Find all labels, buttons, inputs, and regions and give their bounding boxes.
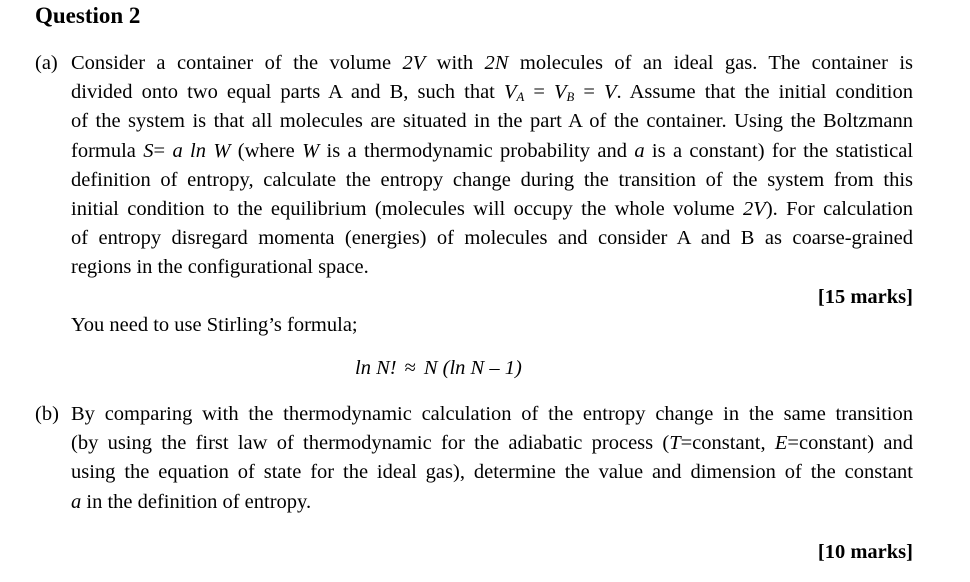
part-b-line-4: a in the definition of entropy. <box>71 490 312 513</box>
part-b-line-3: using the equation of state for the ideal gas), determine the value and dimension of the constant <box>71 461 913 484</box>
part-a-text <box>71 49 913 283</box>
stirling-formula <box>355 354 522 383</box>
part-b-line-2: (by using the first law of thermodynamic for the adiabatic process (T=constant, E=constant) and <box>71 432 913 455</box>
part-b-label: (b) <box>35 403 59 425</box>
part-a-line-6: initial condition to the equilibrium (molecules will occupy the whole volume 2V). For calculation <box>71 198 913 221</box>
part-a-line-5: definition of entropy, calculate the entropy change during the transition of the system from this <box>71 168 913 191</box>
part-a-line-2: divided onto two equal parts A and B, such that $V_A = V_B = V$. Assume that the initial condition <box>71 81 913 105</box>
stirling-hint: You need to use Stirling’s formula; <box>71 314 358 336</box>
part-a-line-3: of the system is that all molecules are situated in the part A of the container. Using the Boltzmann <box>71 110 913 133</box>
approx-symbol: ≈ <box>404 357 416 379</box>
part-a-line-4: formula S= a ln W (where W is a thermodynamic probability and a is a constant) for the statistical <box>71 139 914 162</box>
part-b-text <box>71 400 913 517</box>
part-a-line-7: of entropy disregard momenta (energies) of molecules and consider A and B as coarse-grained <box>71 227 913 250</box>
part-a-label: (a) <box>35 52 58 74</box>
formula-rhs: N (ln N – 1) <box>423 357 522 379</box>
formula-lhs: ln N! <box>355 357 397 379</box>
part-a-marks: [15 marks] <box>817 286 913 308</box>
part-b-marks: [10 marks] <box>817 541 913 563</box>
part-a-line-8: regions in the configurational space. <box>71 256 369 279</box>
part-b-line-1: By comparing with the thermodynamic calculation of the entropy change in the same transition <box>71 403 913 425</box>
question-title: Question 2 <box>35 3 141 28</box>
part-a-line-1: Consider a container of the volume 2V with 2N molecules of an ideal gas. The container is <box>71 52 914 74</box>
